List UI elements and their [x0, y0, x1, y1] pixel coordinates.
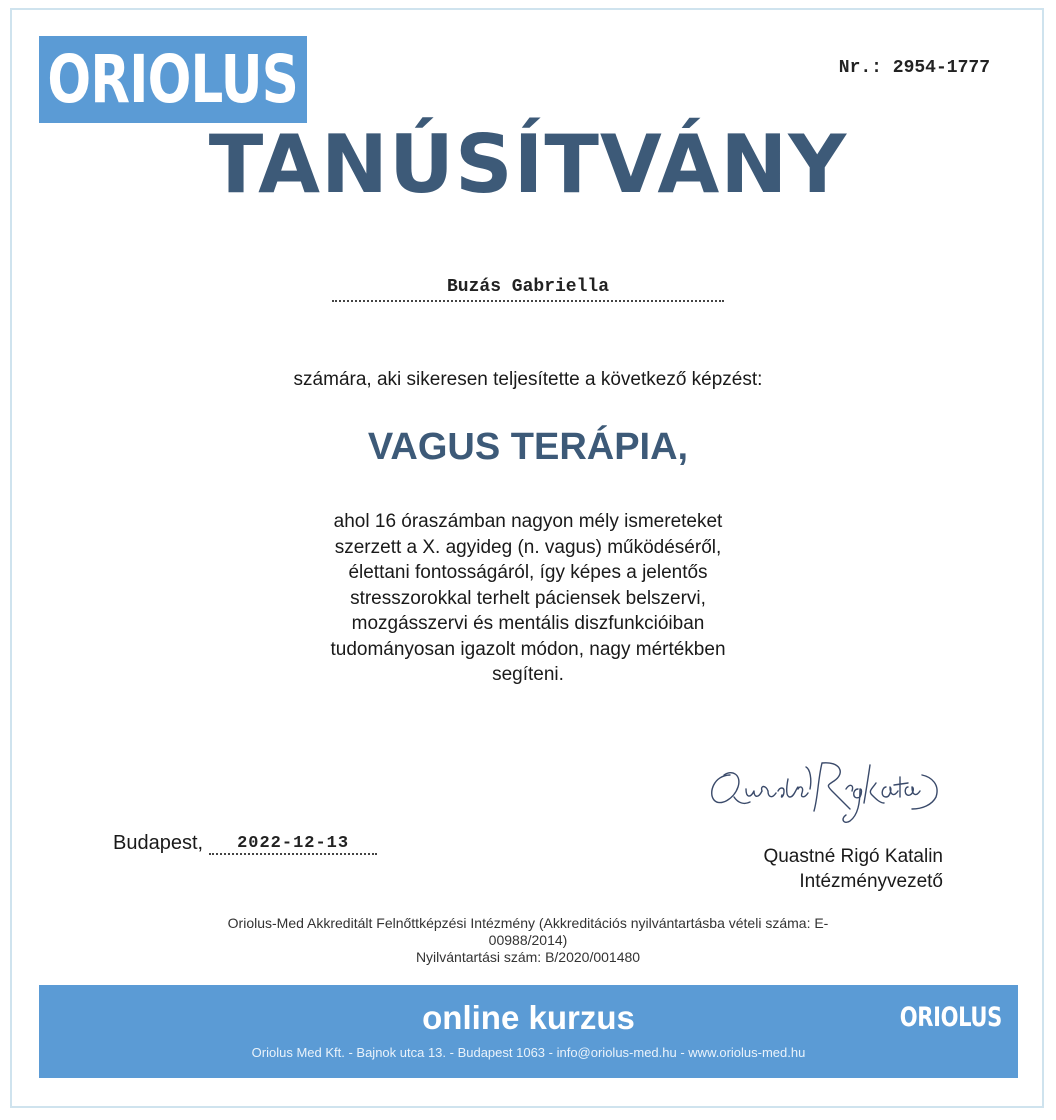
description-line: tudományosan igazolt módon, nagy mértékben [330, 638, 726, 660]
description-line: élettani fontosságáról, így képes a jelentős [348, 562, 708, 583]
certificate-number: Nr.: 2954-1777 [838, 58, 990, 78]
issue-place: Budapest, [113, 832, 204, 854]
registration-number: Nyilvántartási szám: B/2020/001480 [415, 949, 641, 965]
issue-place-date [113, 832, 377, 855]
footer-banner [39, 985, 1018, 1078]
recipient-name-line [332, 277, 724, 302]
footer-contact: Oriolus Med Kft. - Bajnok utca 13. - Budapest 1063 - info@oriolus-med.hu - www.oriolus-med.hu [251, 1045, 806, 1060]
issue-date: 2022-12-13 [209, 834, 377, 855]
signatory-name: Quastné Rigó Katalin [763, 846, 943, 867]
signatory-role: Intézményvezető [799, 871, 943, 892]
description-line: ahol 16 óraszámban nagyon mély ismereteket [333, 511, 723, 532]
footer-title: online kurzus [422, 999, 635, 1036]
certificate-title: TANÚSÍTVÁNY [208, 118, 848, 211]
course-description [278, 509, 778, 688]
footer-logo: ORIOLUS [899, 1002, 1002, 1033]
recipient-intro: számára, aki sikeresen teljesítette a következő képzést: [293, 369, 763, 390]
description-line: szerzett a X. agyideg (n. vagus) működéséről, [334, 536, 722, 558]
accreditation-line: Oriolus-Med Akkreditált Felnőttképzési Intézmény (Akkreditációs nyilvántartásba vételi száma: E- [227, 915, 829, 931]
accreditation-info [180, 915, 876, 966]
signatory-block [763, 844, 943, 894]
description-line: segíteni. [492, 664, 564, 685]
description-line: mozgásszervi és mentális diszfunkcióiban [351, 613, 705, 634]
oriolus-logo [39, 36, 307, 123]
course-title: VAGUS TERÁPIA, [367, 426, 689, 468]
accreditation-line: 00988/2014) [488, 932, 568, 948]
recipient-name: Buzás Gabriella [446, 277, 610, 297]
handwritten-signature [700, 745, 950, 840]
description-line: stresszorokkal terhelt páciensek belszervi, [350, 587, 706, 609]
logo-text: ORIOLUS [47, 40, 299, 118]
